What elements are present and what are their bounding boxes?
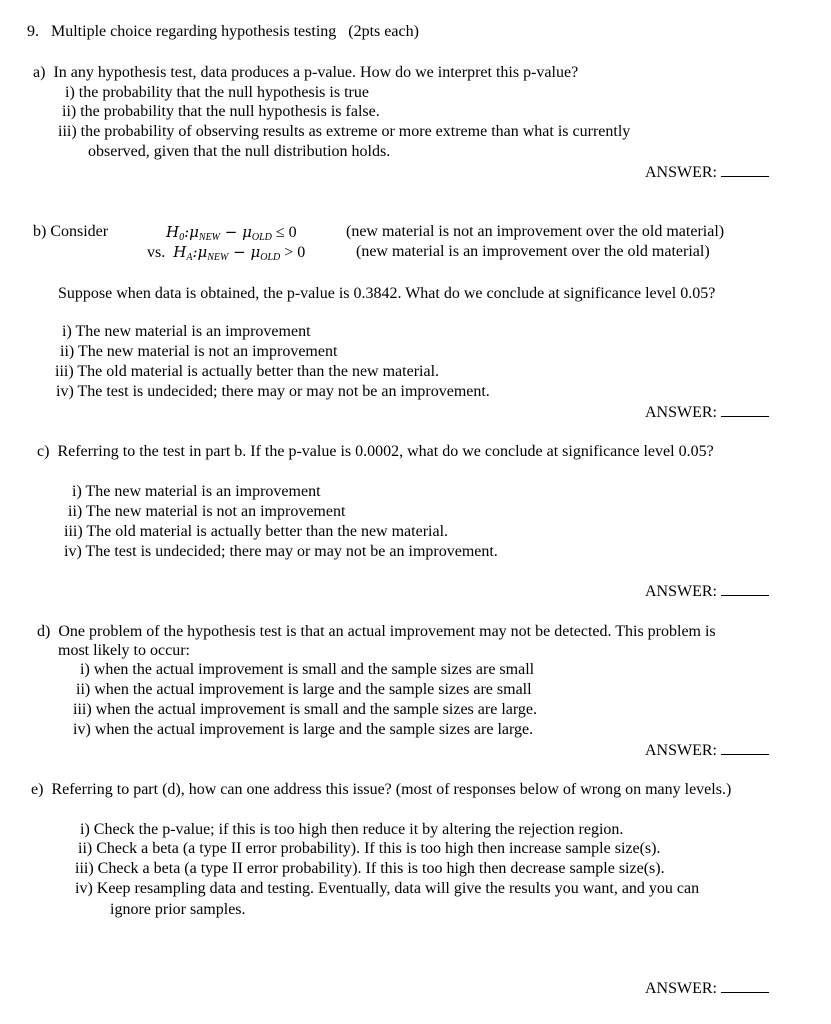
ha-old: OLD: [260, 252, 281, 263]
h0-mu: μ: [189, 223, 199, 241]
part-e-option-4-cont: ignore prior samples.: [110, 901, 246, 918]
part-a-prompt-text: In any hypothesis test, data produces a p-value. How do we interpret this p-value?: [53, 64, 579, 81]
part-e-option-2: ii) Check a beta (a type II error probability). If this is too high then increase sample size(s).: [78, 840, 661, 857]
part-d-label: d): [37, 623, 51, 640]
part-c-option-2: ii) The new material is not an improvement: [68, 503, 346, 520]
part-b-label: b) Consider: [33, 223, 109, 240]
part-d-answer: [645, 740, 769, 761]
h0-rel: ≤ 0: [271, 224, 297, 241]
null-hypothesis: $H_0:\mu_{NEW} - \mu_{OLD} \le 0$: [166, 223, 297, 243]
answer-blank[interactable]: [721, 740, 769, 755]
part-d-option-2: ii) when the actual improvement is large and the sample sizes are small: [76, 681, 532, 698]
ha-new: NEW: [207, 252, 229, 263]
h0-note: (new material is not an improvement over the old material): [346, 223, 725, 240]
part-c-option-4: iv) The test is undecided; there may or may not be an improvement.: [64, 543, 498, 560]
ha-lead: H: [173, 243, 187, 261]
answer-label: ANSWER:: [645, 583, 717, 600]
question-header: [27, 22, 419, 42]
part-a-answer: [645, 162, 769, 183]
ha-note: (new material is an improvement over the old material): [356, 243, 710, 260]
part-e-label: e): [31, 781, 44, 798]
h0-sub: 0: [179, 232, 185, 243]
answer-blank[interactable]: [721, 581, 769, 596]
part-c-label: c): [37, 443, 50, 460]
part-a-option-2: ii) the probability that the null hypothesis is false.: [62, 103, 380, 120]
part-e-option-1: i) Check the p-value; if this is too high then reduce it by altering the rejection region.: [80, 821, 624, 838]
part-d-option-3: iii) when the actual improvement is small and the sample sizes are large.: [73, 701, 537, 718]
part-a-option-1: i) the probability that the null hypothesis is true: [65, 84, 369, 101]
part-c-option-3: iii) The old material is actually better than the new material.: [64, 523, 449, 540]
part-d-option-1: i) when the actual improvement is small and the sample sizes are small: [80, 661, 535, 678]
ha-mu: μ: [197, 243, 208, 261]
part-c-answer: [645, 581, 769, 602]
part-a-option-3-cont: observed, given that the null distribution holds.: [88, 143, 391, 160]
part-b-option-3: iii) The old material is actually better than the new material.: [55, 363, 440, 380]
answer-label: ANSWER:: [645, 164, 717, 181]
ha-sub: A: [186, 252, 193, 263]
answer-blank[interactable]: [721, 402, 769, 417]
part-e-prompt: [31, 780, 731, 800]
h0-minus: − μ: [220, 223, 252, 241]
ha-minus: − μ: [228, 243, 261, 261]
part-e-prompt-text: Referring to part (d), how can one address this issue? (most of responses below of wrong on many levels.): [51, 781, 732, 798]
part-a-label: a): [33, 64, 46, 81]
part-e-option-3: iii) Check a beta (a type II error probability). If this is too high then decrease sample size(s).: [75, 860, 665, 877]
part-c-prompt-text: Referring to the test in part b. If the p-value is 0.0002, what do we conclude at significance level 0.05?: [57, 443, 714, 460]
part-d-option-4: iv) when the actual improvement is large and the sample sizes are large.: [73, 721, 534, 738]
h0-new: NEW: [198, 232, 221, 243]
part-c-option-1: i) The new material is an improvement: [72, 483, 321, 500]
part-b-answer: [645, 402, 769, 423]
ha-rel: > 0: [280, 244, 306, 261]
part-b-prompt: Suppose when data is obtained, the p-value is 0.3842. What do we conclude at significance level 0.05?: [58, 285, 716, 302]
part-e-answer: [645, 978, 769, 999]
part-d-prompt: [37, 622, 716, 642]
answer-blank[interactable]: [721, 978, 769, 993]
question-points: (2pts each): [348, 23, 419, 40]
answer-blank[interactable]: [721, 162, 769, 177]
answer-label: ANSWER:: [645, 404, 717, 421]
h0-old: OLD: [251, 232, 272, 243]
answer-label: ANSWER:: [645, 980, 717, 997]
part-b-option-2: ii) The new material is not an improvement: [60, 343, 338, 360]
part-b-option-1: i) The new material is an improvement: [62, 323, 311, 340]
h0-lead: H: [166, 223, 180, 241]
part-c-prompt: [37, 442, 714, 462]
part-d-prompt-cont: most likely to occur:: [58, 642, 190, 659]
question-number: 9.: [27, 23, 39, 40]
alt-hypothesis: vs. $H_A:\mu_{NEW} - \mu_{OLD} > 0$: [147, 243, 306, 263]
answer-label: ANSWER:: [645, 742, 717, 759]
part-a-option-3: iii) the probability of observing results as extreme or more extreme than what is currently: [58, 123, 631, 140]
part-d-prompt-text: One problem of the hypothesis test is that an actual improvement may not be detected. This problem is: [58, 623, 716, 640]
part-e-option-4: iv) Keep resampling data and testing. Eventually, data will give the results you want, and you can: [75, 880, 700, 897]
part-b-option-4: iv) The test is undecided; there may or may not be an improvement.: [56, 383, 490, 400]
vs-label: vs.: [147, 244, 166, 261]
part-a-prompt: [33, 63, 578, 83]
question-title: Multiple choice regarding hypothesis testing: [51, 23, 337, 40]
